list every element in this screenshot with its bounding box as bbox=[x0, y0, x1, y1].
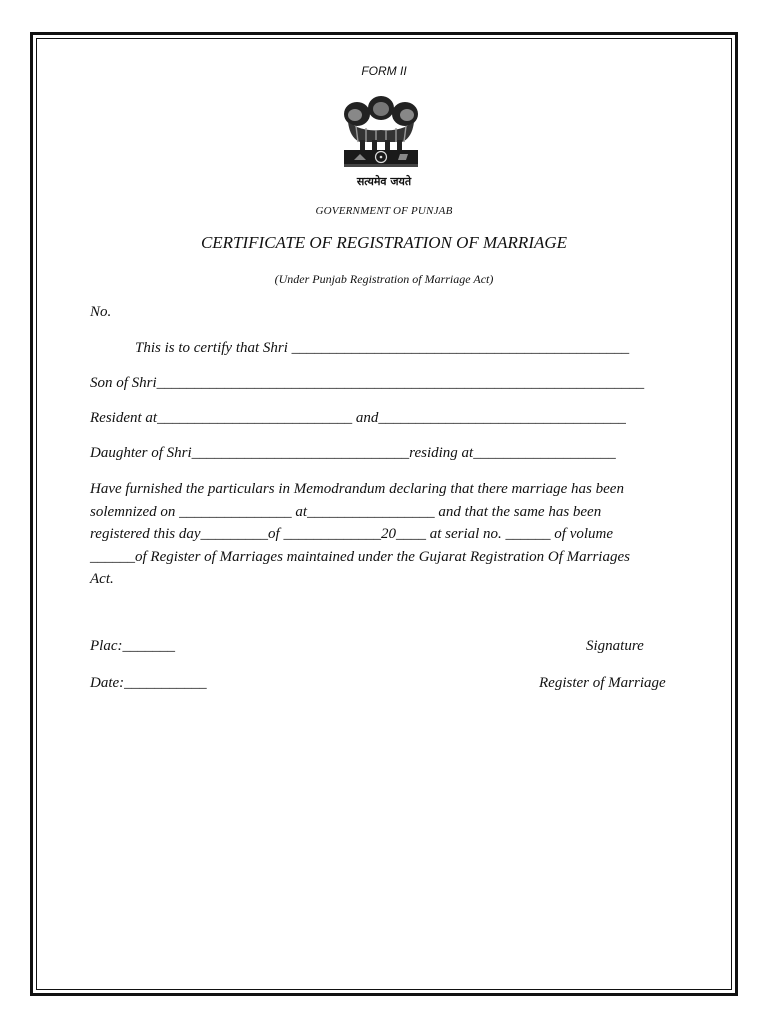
certificate-title: CERTIFICATE OF REGISTRATION OF MARRIAGE bbox=[200, 233, 568, 252]
national-emblem-icon bbox=[330, 92, 432, 170]
government-name: GOVERNMENT OF PUNJAB bbox=[315, 205, 453, 217]
resident-line: Resident at__________________________ and_________________________________ bbox=[90, 410, 626, 426]
certify-line: This is to certify that Shri _____________________________________________ bbox=[135, 340, 630, 356]
daughter-line: Daughter of Shri_____________________________residing at___________________ bbox=[90, 445, 616, 461]
place-field: Plac:_______ bbox=[90, 638, 175, 654]
particulars-paragraph: Have furnished the particulars in Memodrandum declaring that there marriage has been solemnized on _______________ at_________________ and that the same has been registered this day_________of _____________20____ at serial no. ______ of volume ______of Register of Marriages maintained under the Gujarat Registration Of Marriages Act. bbox=[90, 481, 630, 587]
form-label: FORM II bbox=[361, 64, 407, 78]
emblem-motto: सत्यमेव जयते bbox=[356, 175, 412, 188]
date-field: Date:___________ bbox=[90, 675, 207, 691]
certificate-number: No. bbox=[90, 304, 112, 320]
signature-label: Signature bbox=[586, 638, 644, 654]
registrar-label: Register of Marriage bbox=[539, 675, 666, 691]
certificate-subtitle: (Under Punjab Registration of Marriage Act) bbox=[274, 272, 494, 286]
son-of-line: Son of Shri_________________________________________________________________ bbox=[90, 375, 645, 391]
